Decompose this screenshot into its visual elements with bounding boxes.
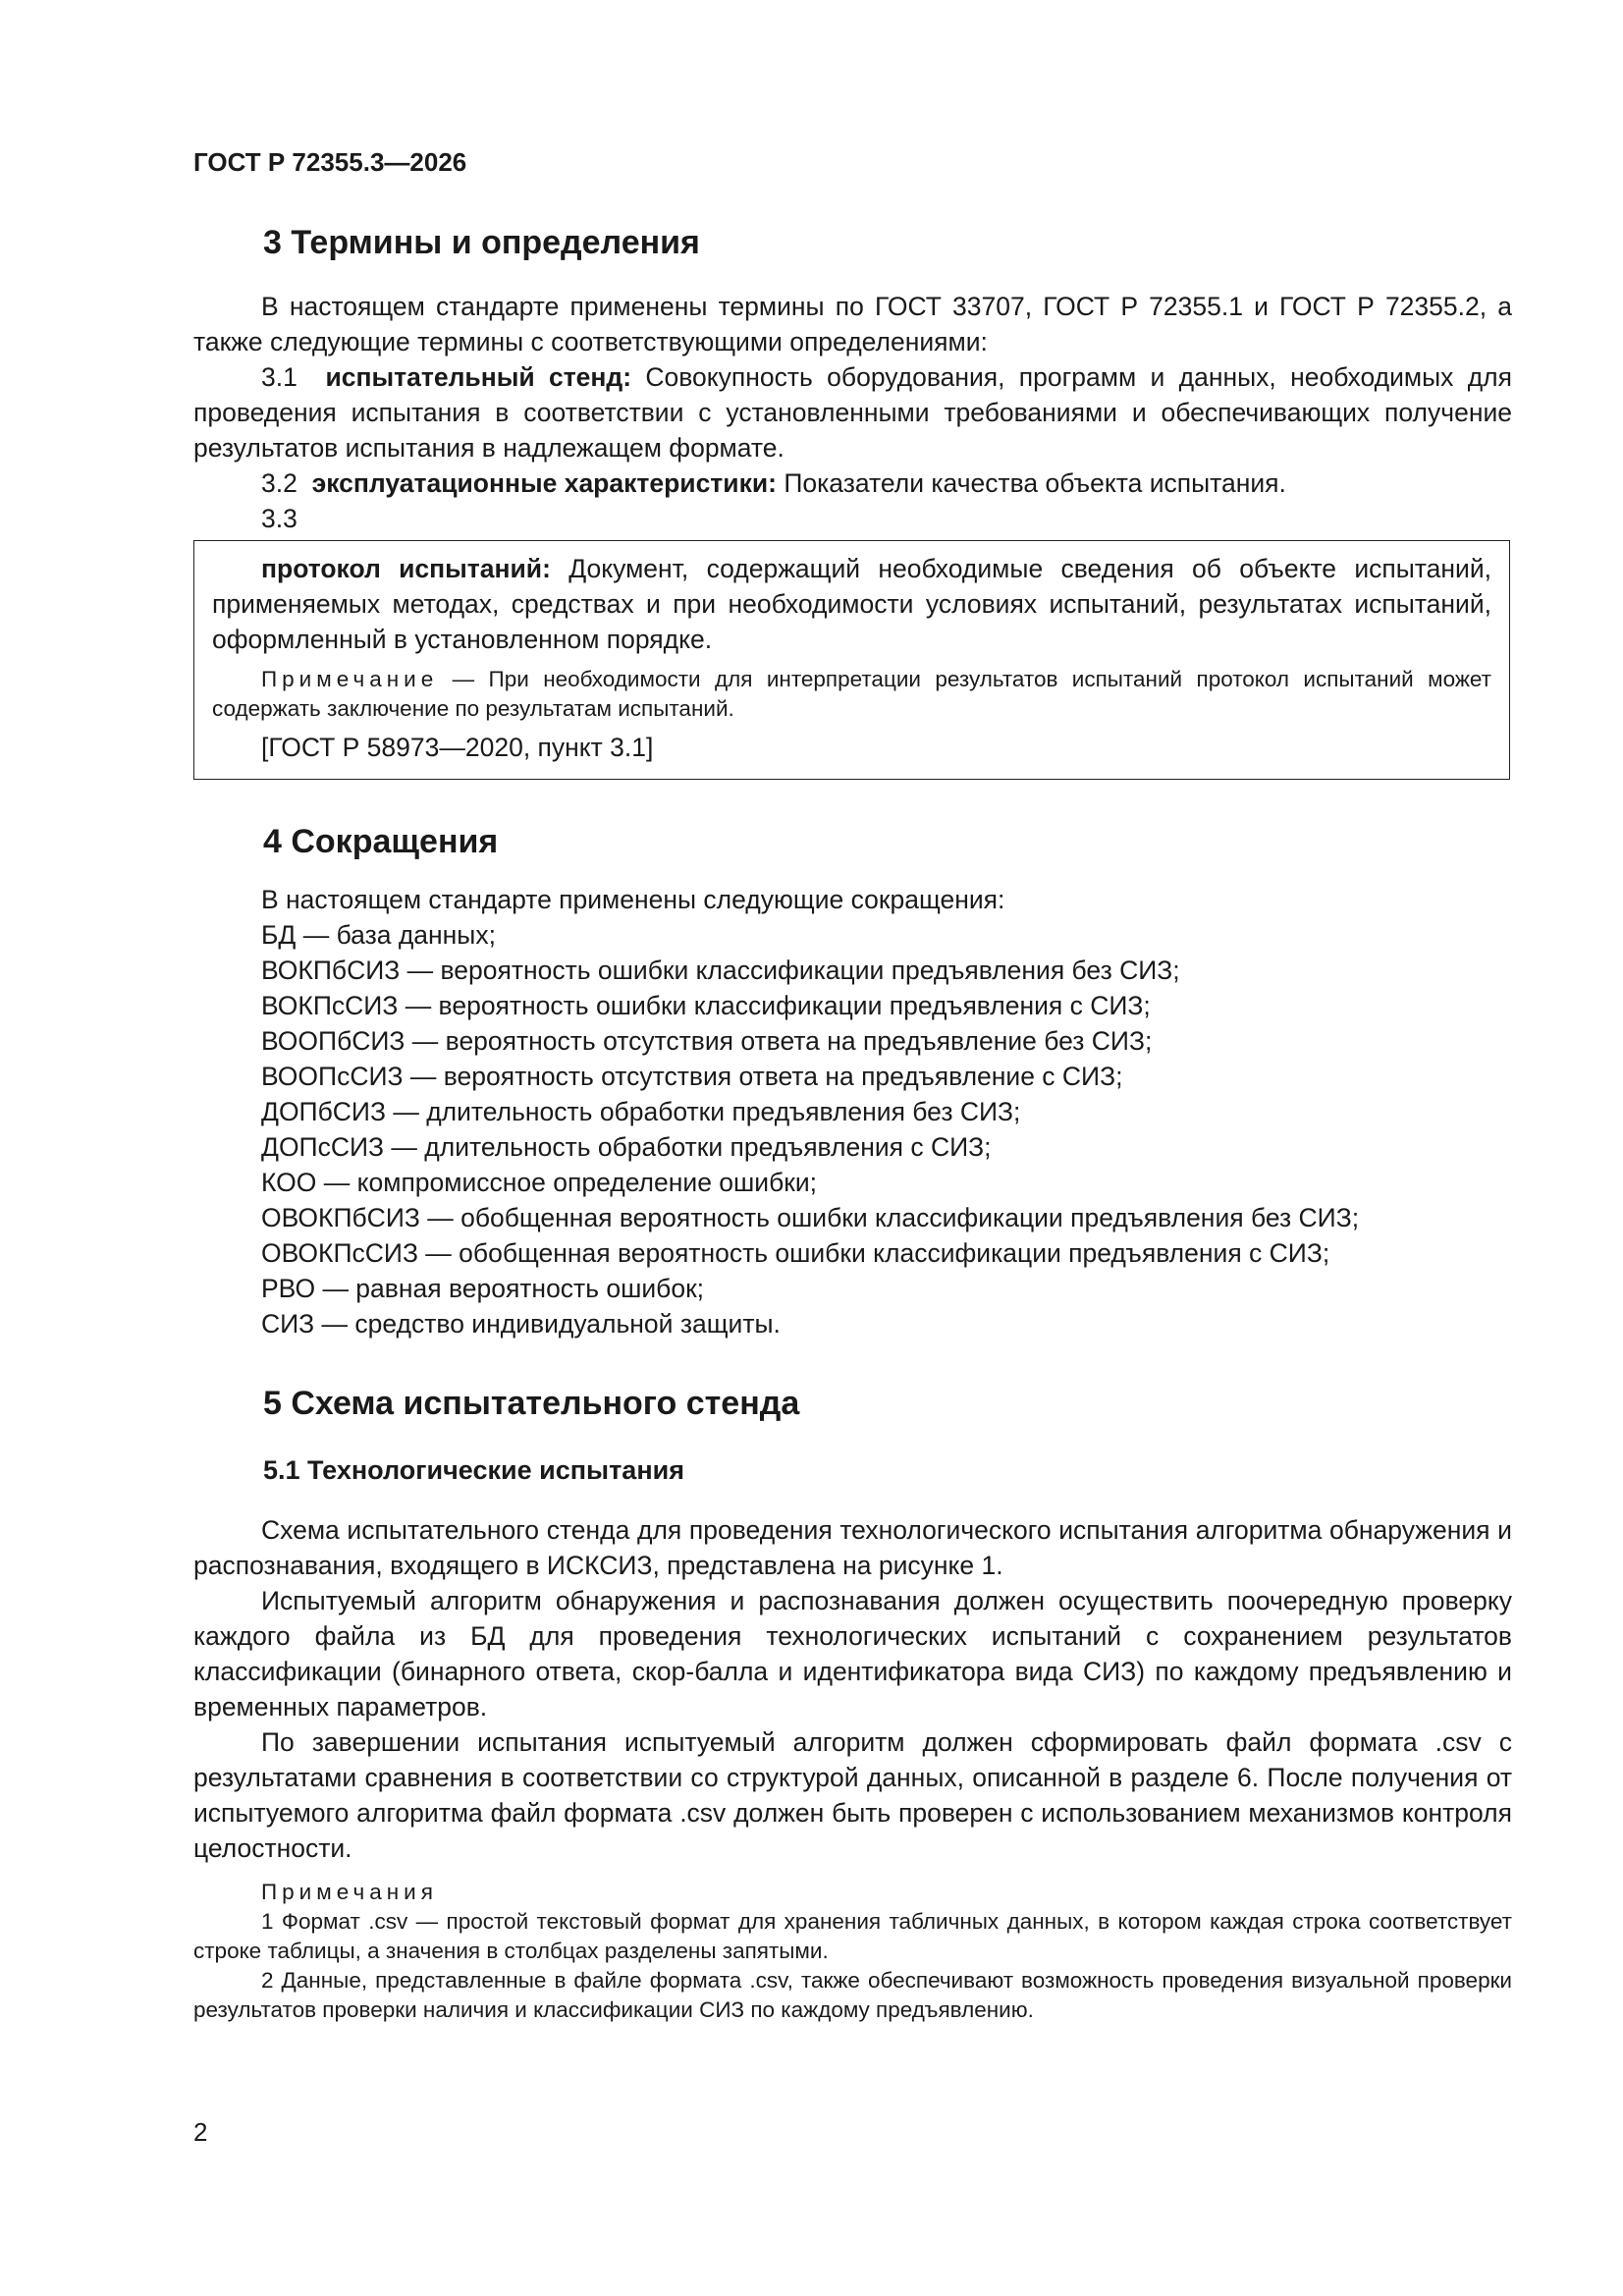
section-4-intro: В настоящем стандарте применены следующие сокращения:: [261, 885, 1005, 914]
abbreviation-item: ОВОКПбСИЗ — обобщенная вероятность ошибки классификации предъявления без СИЗ;: [261, 1203, 1360, 1232]
abbreviation-item: КОО — компромиссное определение ошибки;: [261, 1168, 818, 1197]
abbreviation-item: РВО — равная вероятность ошибок;: [261, 1274, 705, 1303]
abbreviation-item: ВООПбСИЗ — вероятность отсутствия ответа на предъявление без СИЗ;: [261, 1026, 1153, 1056]
term-3-3-number: 3.3: [261, 504, 298, 533]
section-3-intro: В настоящем стандарте применены термины по ГОСТ 33707, ГОСТ Р 72355.1 и ГОСТ Р 72355.2, а также следующие термины с соответствующими определениями:: [193, 292, 1512, 356]
term-name: протокол испытаний:: [261, 554, 551, 583]
abbreviation-list: [193, 917, 1512, 1341]
term-number: 3.2: [261, 468, 298, 498]
term-number: 3.1: [261, 362, 298, 392]
section-3-title: 3 Термины и определения: [263, 224, 700, 261]
section-4-body: [193, 882, 1512, 1341]
note-item: 2 Данные, представленные в файле формата .csv, также обеспечивают возможность проведения визуальной проверки результатов проверки наличия и классификации СИЗ по каждому предъявлению.: [193, 1968, 1512, 2022]
page-number: 2: [193, 2117, 208, 2147]
abbreviation-item: БД — база данных;: [261, 920, 496, 950]
abbreviation-item: ДОПбСИЗ — длительность обработки предъявления без СИЗ;: [261, 1097, 1021, 1126]
abbreviation-item: ВООПсСИЗ — вероятность отсутствия ответа на предъявление с СИЗ;: [261, 1062, 1123, 1091]
paragraph: Испытуемый алгоритм обнаружения и распознавания должен осуществить поочередную проверку каждого файла из БД для проведения технологических испытаний с сохранением результатов классификации (бинарного ответа, скор-балла и идентификатора вида СИЗ) по каждому предъявлению и временных параметров.: [193, 1586, 1512, 1722]
section-3-body: [193, 289, 1512, 536]
term-3-3-source: [ГОСТ Р 58973—2020, пункт 3.1]: [261, 733, 654, 762]
paragraph: Схема испытательного стенда для проведения технологического испытания алгоритма обнаружения и распознавания, входящего в ИСКСИЗ, представлена на рисунке 1.: [193, 1515, 1512, 1580]
abbreviation-item: ВОКПсСИЗ — вероятность ошибки классификации предъявления с СИЗ;: [261, 991, 1151, 1020]
term-3-3-box: [193, 540, 1510, 780]
term-definition: Показатели качества объекта испытания.: [784, 468, 1286, 498]
notes-label-text: Примечания: [261, 1880, 438, 1904]
term-3-3-note: [212, 665, 1491, 724]
subsection-5-1-title: 5.1 Технологические испытания: [263, 1455, 684, 1485]
term-3-2: [193, 465, 1512, 501]
abbreviation-item: СИЗ — средство индивидуальной защиты.: [261, 1309, 781, 1339]
abbreviation-item: ОВОКПсСИЗ — обобщенная вероятность ошибки классификации предъявления с СИЗ;: [261, 1238, 1330, 1268]
term-definition: Совокупность оборудования, программ и данных, необходимых для проведения испытания в соответствии с установленными требованиями и обеспечивающих получение результатов испытания в надлежащем формате.: [193, 362, 1512, 463]
abbreviation-item: ВОКПбСИЗ — вероятность ошибки классификации предъявления без СИЗ;: [261, 956, 1180, 985]
term-3-3: [212, 551, 1491, 657]
section-5-body: [193, 1512, 1512, 2025]
notes-label: [193, 1878, 1512, 1907]
note-label: Примечание: [261, 667, 439, 691]
section-5-title: 5 Схема испытательного стенда: [263, 1385, 800, 1422]
section-4-title: 4 Сокращения: [263, 823, 499, 860]
note-item: 1 Формат .csv — простой текстовый формат для хранения табличных данных, в котором каждая строка соответствует строке таблицы, а значения в столбцах разделены запятыми.: [193, 1909, 1512, 1963]
document-code: ГОСТ Р 72355.3—2026: [193, 147, 467, 177]
term-name: испытательный стенд:: [325, 362, 632, 392]
term-definition: Документ, содержащий необходимые сведения об объекте испытаний, применяемых методах, средствах и при необходимости условиях испытаний, результатах испытаний, оформленный в установленном порядке.: [212, 554, 1491, 654]
paragraph: По завершении испытания испытуемый алгоритм должен сформировать файл формата .csv с результатами сравнения в соответствии со структурой данных, описанной в разделе 6. После получения от испытуемого алгоритма файл формата .csv должен быть проверен с использованием механизмов контроля целостности.: [193, 1727, 1512, 1863]
abbreviation-item: ДОПсСИЗ — длительность обработки предъявления с СИЗ;: [261, 1132, 992, 1162]
note-text: — При необходимости для интерпретации результатов испытаний протокол испытаний может содержать заключение по результатам испытаний.: [212, 667, 1491, 721]
term-3-1: [193, 359, 1512, 465]
term-name: эксплуатационные характеристики:: [311, 468, 777, 498]
